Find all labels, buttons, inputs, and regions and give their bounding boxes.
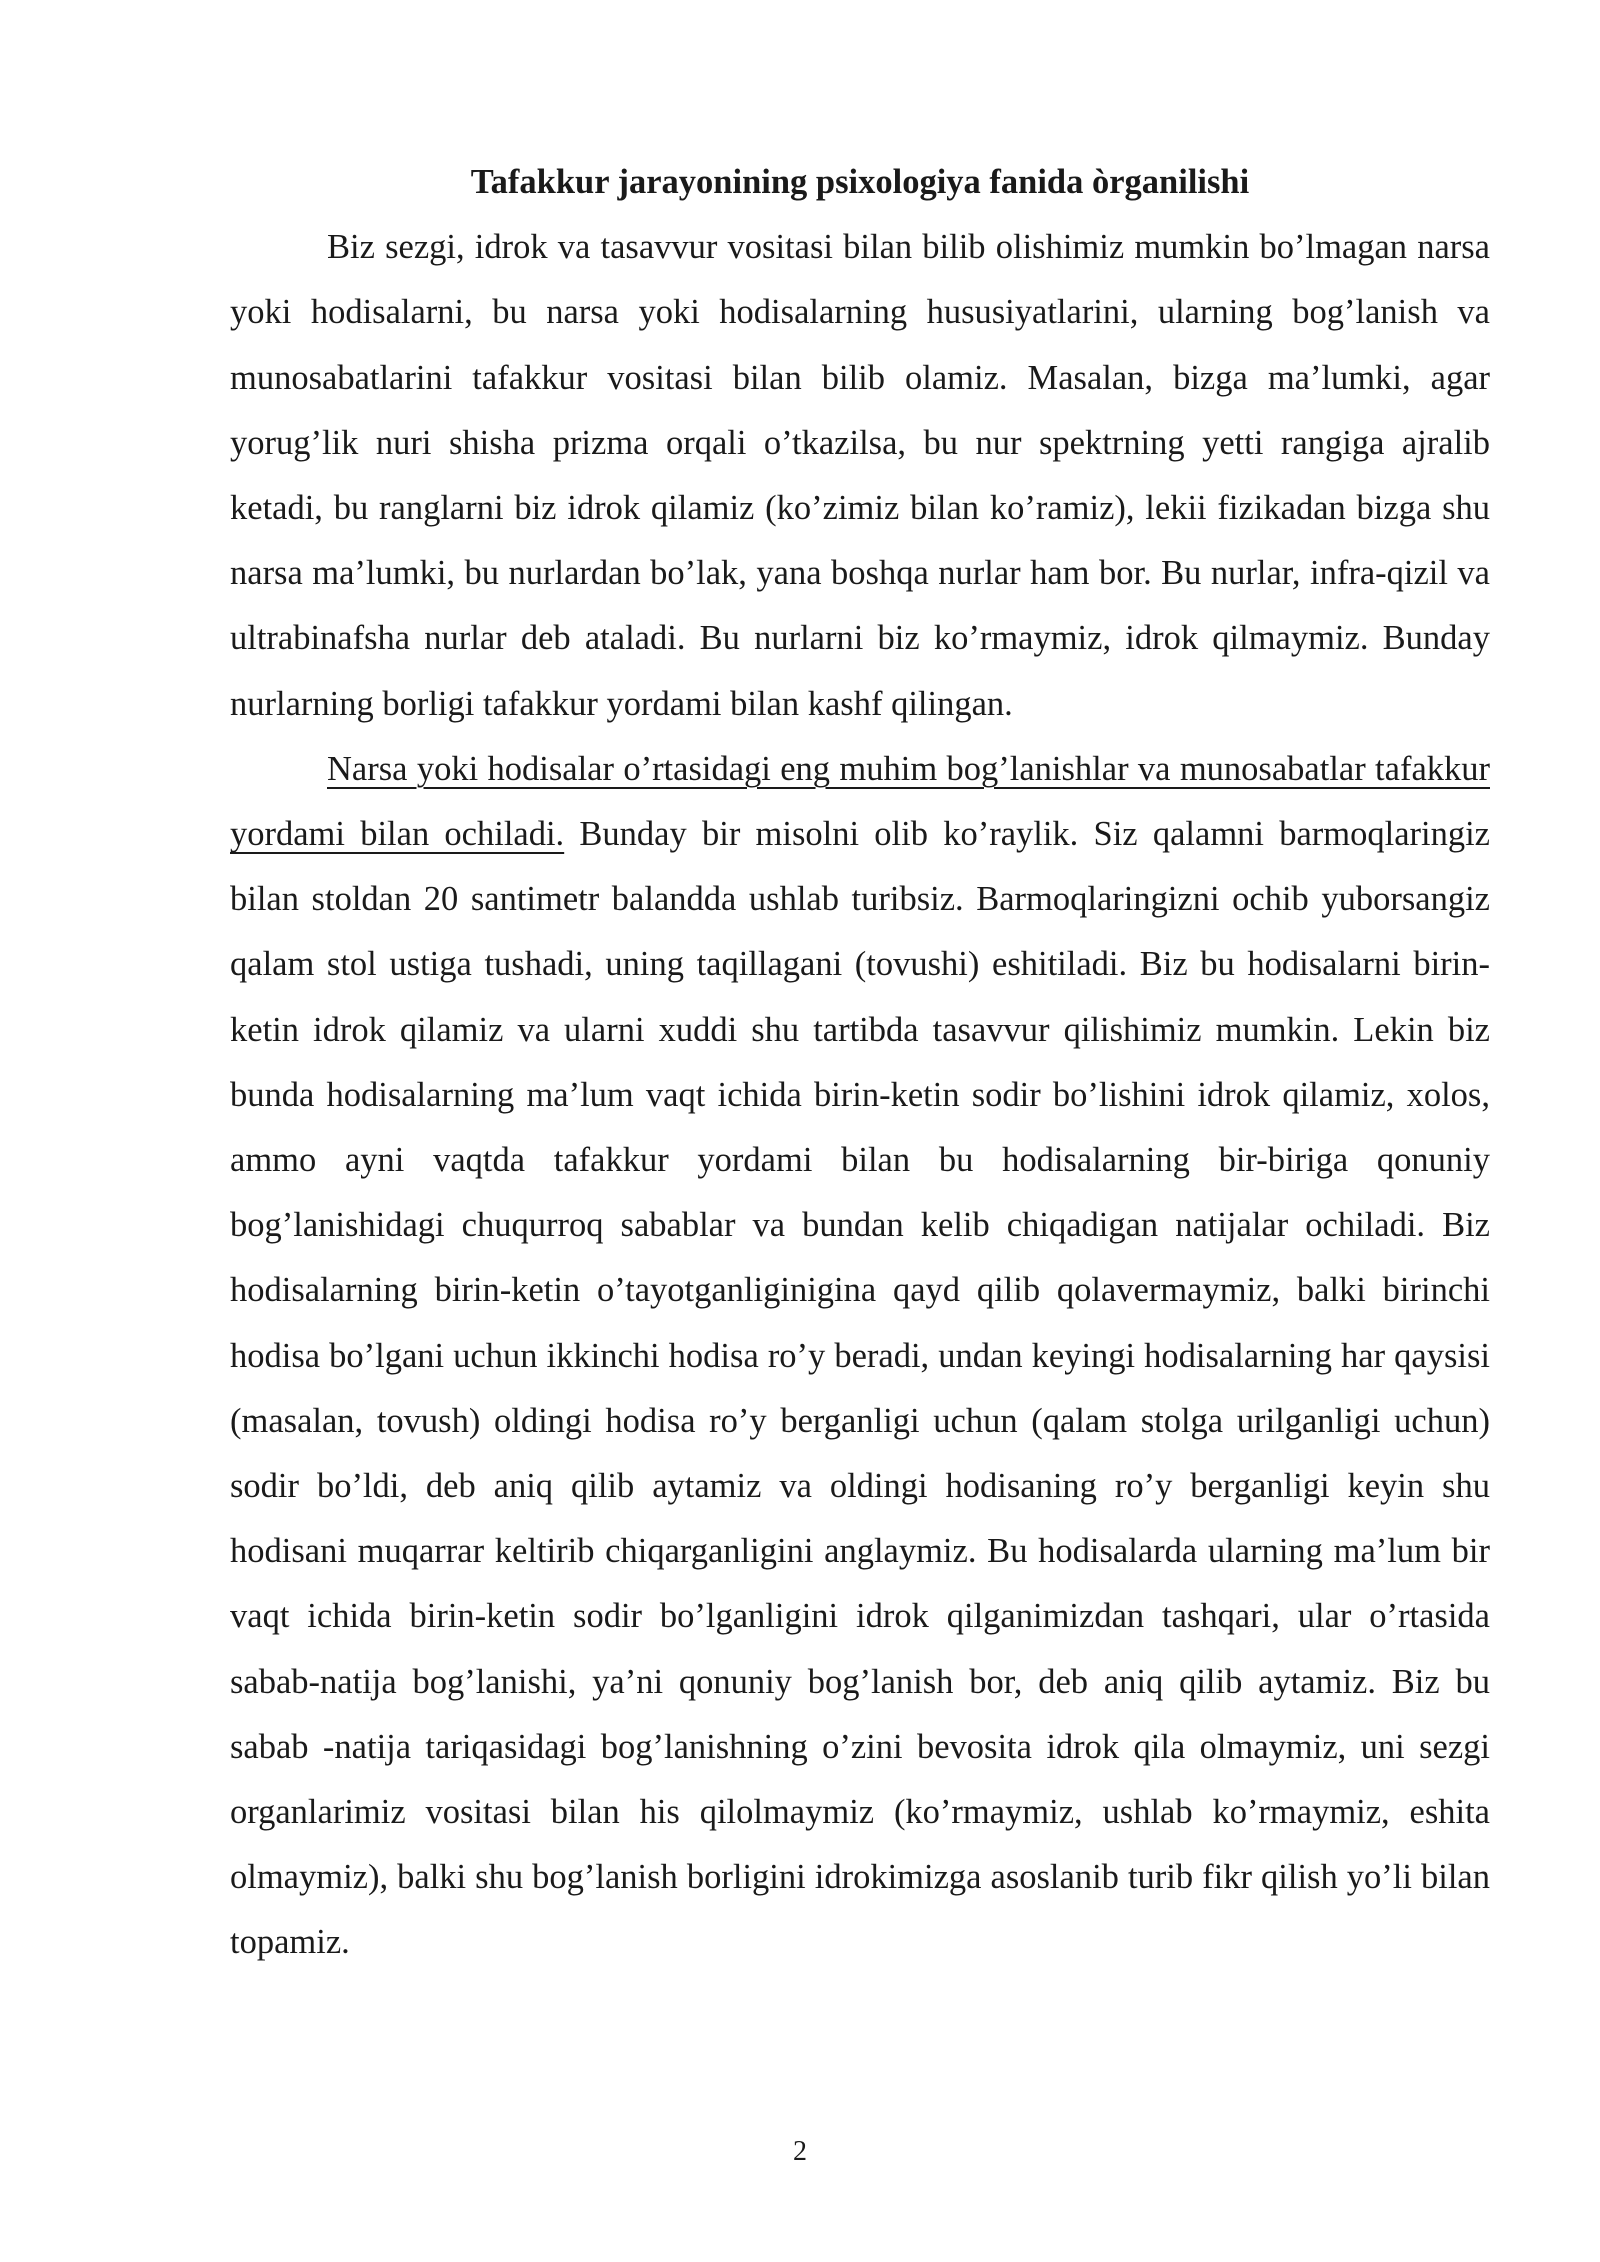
page-number: 2 xyxy=(793,2136,807,2167)
paragraph-2-text: Bunday bir misolni olib ko’raylik. Siz qalamni barmoqlaringiz bilan stoldan 20 santimetr balandda ushlab turibsiz. Barmoqlaringizni ochib yuborsangiz qalam stol ustiga tushadi, uning taqillagani (tovushi) eshitiladi. Biz bu hodisalarni birin-ketin idrok qilamiz va ularni xuddi shu tartibda tasavvur qilishimiz mumkin. Lekin biz bunda hodisalarning ma’lum vaqt ichida birin-ketin sodir bo’lishini idrok qilamiz, xolos, ammo ayni vaqtda tafakkur yordami bilan bu hodisalarning bir-biriga qonuniy bog’lanishidagi chuqurroq sabablar va bundan kelib chiqadigan natijalar ochiladi. Biz hodisalarning birin-ketin o’tayotganliginigina qayd qilib qolavermaymiz, balki birinchi hodisa bo’lgani uchun ikkinchi hodisa ro’y beradi, undan keyingi hodisalarning har qaysisi (masalan, tovush) oldingi hodisa ro’y berganligi uchun (qalam stolga urilganligi uchun) sodir bo’ldi, deb aniq qilib aytamiz va oldingi hodisaning ro’y berganligi keyin shu hodisani muqarrar keltirib chiqarganligini anglaymiz. Bu hodisalarda ularning ma’lum bir vaqt ichida birin-ketin sodir bo’lganligini idrok qilganimizdan tashqari, ular o’rtasida sabab-natija bog’lanishi, ya’ni qonuniy bog’lanish bor, deb aniq qilib aytamiz. Biz bu sabab -natija tariqasidagi bog’lanishning o’zini bevosita idrok qila olmaymiz, uni sezgi organlarimiz vositasi bilan his qilolmaymiz (ko’rmaymiz, ushlab ko’rmaymiz, eshita olmaymiz), balki shu bog’lanish borligini idrokimizga asoslanib turib fikr qilish yo’li bilan topamiz. xyxy=(230,815,1490,1962)
document-title: Tafakkur jarayonining psixologiya fanida òrganilishi xyxy=(470,163,1250,201)
paragraph-2 xyxy=(230,737,1490,1976)
document-page xyxy=(230,150,1490,1976)
underlined-sentence: Narsa yoki hodisalar o’rtasidagi eng muhim bog’lanishlar va munosabatlar tafakkur yordami bilan ochiladi. xyxy=(230,749,1490,854)
paragraph-1: Biz sezgi, idrok va tasavvur vositasi bilan bilib olishimiz mumkin bo’lmagan narsa yoki hodisalarni, bu narsa yoki hodisalarning hususiyatlarini, ularning bog’lanish va munosabatlarini tafakkur vositasi bilan bilib olamiz. Masalan, bizga ma’lumki, agar yorug’lik nuri shisha prizma orqali o’tkazilsa, bu nur spektrning yetti rangiga ajralib ketadi, bu ranglarni biz idrok qilamiz (ko’zimiz bilan ko’ramiz), lekii fizikadan bizga shu narsa ma’lumki, bu nurlardan bo’lak, yana boshqa nurlar ham bor. Bu nurlar, infra-qizil va ultrabinafsha nurlar deb ataladi. Bu nurlarni biz ko’rmaymiz, idrok qilmaymiz. Bunday nurlarning borligi tafakkur yordami bilan kashf qilingan. xyxy=(230,228,1490,723)
